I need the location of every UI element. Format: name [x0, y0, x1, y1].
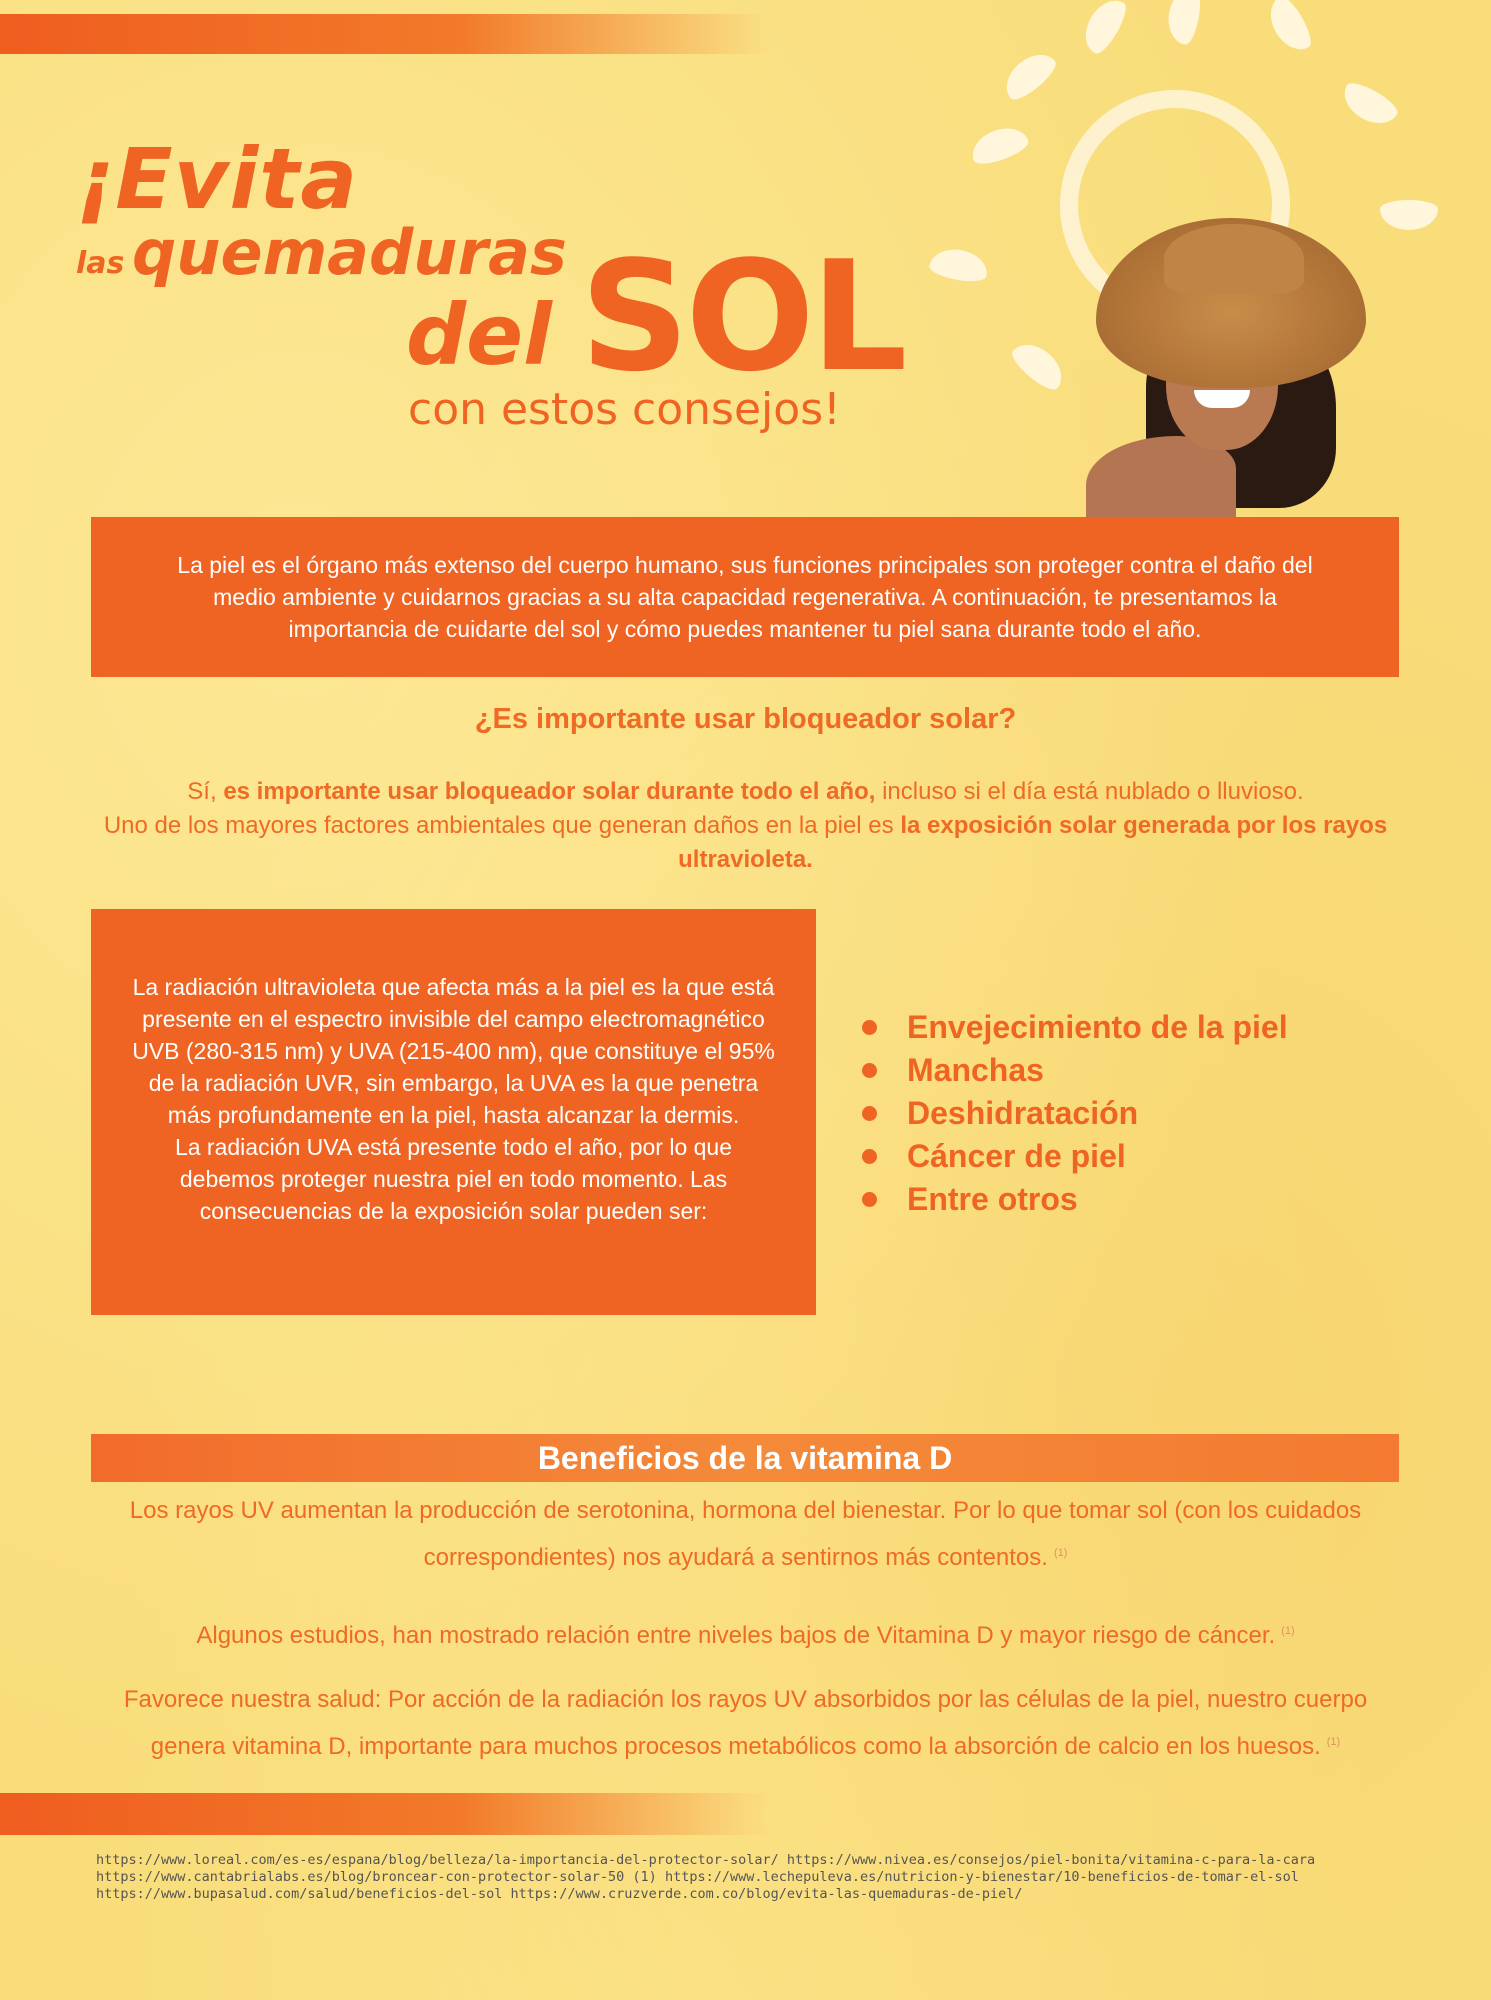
answer-bold2: la exposición solar generada por los rayos ultravioleta.: [678, 812, 1388, 873]
bullet-icon: [862, 1020, 877, 1035]
sun-ray: [1262, 0, 1317, 58]
list-item-label: Entre otros: [907, 1181, 1078, 1217]
intro-text: La piel es el órgano más extenso del cuerpo humano, sus funciones principales son proteger contra el daño del medio ambiente y cuidarnos gracias a su alta capacidad regenerativa. A continuación, te presentamos la importancia de cuidarte del sol y cómo puedes mantener tu piel sana durante todo el año.: [177, 552, 1313, 642]
title-subtitle: con estos consejos!: [408, 384, 841, 435]
sun-ray: [1336, 78, 1401, 133]
sun-ray: [1077, 0, 1132, 58]
references: [96, 1852, 1396, 1903]
title-quemaduras: quemaduras: [132, 216, 567, 289]
reference-line: https://www.bupasalud.com/salud/beneficios-del-sol https://www.cruzverde.com.co/blog/evita-las-quemaduras-de-piel/: [96, 1886, 1023, 1902]
vitamin-paragraph-2: [100, 1610, 1391, 1657]
bullet-icon: [862, 1063, 877, 1078]
footnote-marker: (1): [1281, 1625, 1295, 1637]
bullet-icon: [862, 1149, 877, 1164]
reference-line: https://www.loreal.com/es-es/espana/blog/belleza/la-importancia-del-protector-solar/ https://www.nivea.es/consejos/piel-bonita/vitamina-c-para-la-cara: [96, 1852, 1316, 1868]
vitamin-paragraph-2-text: Algunos estudios, han mostrado relación entre niveles bajos de Vitamina D y mayor riesgo de cáncer.: [196, 1622, 1276, 1649]
list-item: [862, 1092, 1288, 1135]
title-evita: ¡Evita: [76, 130, 359, 228]
vitamin-paragraph-3-text: Favorece nuestra salud: Por acción de la radiación los rayos UV absorbidos por las células de la piel, nuestro cuerpo genera vitamina D, importante para muchos procesos metabólicos como la absorción de calcio en los huesos.: [123, 1686, 1368, 1760]
list-item-label: Manchas: [907, 1052, 1044, 1088]
list-item: [862, 1135, 1288, 1178]
list-item-label: Deshidratación: [907, 1095, 1139, 1131]
list-item: [862, 1049, 1288, 1092]
top-decorative-bar: [0, 14, 770, 54]
consequences-list: [862, 1006, 1288, 1221]
sun-ray: [997, 45, 1061, 105]
answer-part2: incluso si el día está nublado o lluvioso.: [875, 778, 1304, 805]
reference-line: https://www.cantabrialabs.es/blog/broncear-con-protector-solar-50 (1) https://www.lechepuleva.es/nutricion-y-bienestar/10-beneficios-de-tomar-el-sol: [96, 1869, 1299, 1885]
uv-paragraph-1: La radiación ultravioleta que afecta más a la piel es la que está presente en el espectro invisible del campo electromagnético UVB (280-315 nm) y UVA (215-400 nm), que constituye el 95% de la radiación UVR, sin embargo, la UVA es la que penetra más profundamente en la piel, hasta alcanzar la dermis.: [132, 974, 775, 1128]
sun-ray: [928, 245, 990, 285]
vitamin-paragraph-1-text: Los rayos UV aumentan la producción de serotonina, hormona del bienestar. Por lo que tomar sol (con los cuidados correspondientes) nos ayudará a sentirnos más contentos.: [129, 1497, 1362, 1571]
bullet-icon: [862, 1106, 877, 1121]
sun-ray: [1164, 0, 1204, 46]
vitamin-paragraph-3: [100, 1678, 1391, 1768]
footnote-marker: (1): [1326, 1736, 1341, 1748]
sun-ray: [1007, 335, 1071, 395]
uv-text: [125, 971, 782, 1227]
list-item: [862, 1178, 1288, 1221]
bottom-decorative-bar: [0, 1793, 770, 1835]
title-sol: SOL: [580, 228, 904, 405]
section-question: ¿Es importante usar bloqueador solar?: [474, 703, 1017, 735]
vitamin-d-header: Beneficios de la vitamina D: [91, 1434, 1399, 1482]
answer-part3: Uno de los mayores factores ambientales que generan daños en la piel es: [103, 812, 901, 839]
answer-paragraph: [100, 775, 1391, 877]
answer-part1: Sí,: [187, 778, 224, 805]
answer-bold1: es importante usar bloqueador solar durante todo el año,: [223, 778, 876, 805]
list-item-label: Cáncer de piel: [907, 1138, 1126, 1174]
vitamin-paragraph-1: [100, 1489, 1391, 1579]
sun-ray: [1380, 200, 1438, 230]
list-item-label: Envejecimiento de la piel: [907, 1009, 1288, 1045]
woman-with-hat-photo: [1086, 218, 1376, 518]
hat-crown: [1164, 224, 1304, 294]
title-las: las: [76, 246, 125, 281]
uv-paragraph-2: La radiación UVA está presente todo el año, por lo que debemos proteger nuestra piel en todo momento. Las consecuencias de la exposición solar pueden ser:: [174, 1134, 733, 1224]
list-item: [862, 1006, 1288, 1049]
intro-box: [91, 517, 1399, 677]
footnote-marker: (1): [1053, 1547, 1068, 1559]
title-del: del: [406, 286, 552, 384]
bullet-icon: [862, 1192, 877, 1207]
uv-info-box: [91, 909, 816, 1315]
sun-ray: [967, 121, 1032, 169]
